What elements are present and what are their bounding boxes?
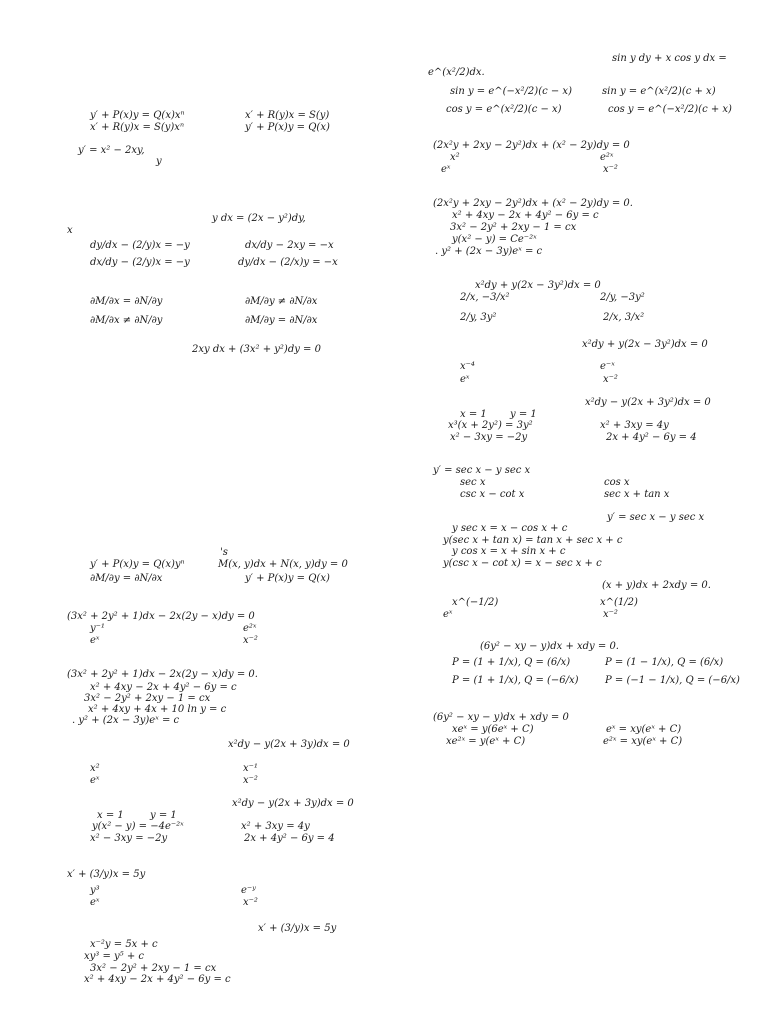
- l-q3-a2: dx/dy − (2/y)x = −y: [90, 257, 190, 268]
- r-q4-a2: 2/y, 3y²: [460, 312, 497, 323]
- l-q10-b2: 2x + 4y² − 6y = 4: [244, 833, 335, 844]
- r-q3-o3: y(x² − y) = Ce⁻²ˣ: [452, 234, 537, 245]
- l-q9-eq: x²dy − y(2x + 3y)dx = 0: [228, 739, 350, 750]
- l-ode-lin-y-a: y′ + P(x)y = Q(x): [245, 122, 330, 133]
- l-q4-a2: ∂M/∂x ≠ ∂N/∂y: [90, 315, 163, 326]
- r-q10-a2: P = (1 + 1/x), Q = (−6/x): [452, 675, 579, 686]
- l-q7-b2: x⁻²: [243, 635, 258, 646]
- r-q1-a2: cos y = e^(x²/2)(c − x): [446, 104, 562, 115]
- r-q3-o1: x² + 4xy − 2x + 4y² − 6y = c: [452, 210, 599, 221]
- r-q6-b2: 2x + 4y² − 6y = 4: [606, 432, 697, 443]
- r-q1-eq: sin y dy + x cos y dx =: [612, 53, 727, 64]
- l-q9-b2: x⁻²: [243, 775, 258, 786]
- l-q3-b2: dy/dx − (2/x)y = −x: [238, 257, 338, 268]
- l-q7-a1: y⁻¹: [90, 623, 105, 634]
- r-q6-b1: x² + 3xy = 4y: [600, 420, 669, 431]
- r-q8-o1: y sec x = x − cos x + c: [452, 523, 568, 534]
- l-q2-y: y: [156, 156, 162, 167]
- l-q10-c2: y = 1: [150, 810, 177, 821]
- r-q5-eq: x²dy + y(2x − 3y²)dx = 0: [582, 339, 708, 350]
- l-ode-lin-x-a: x′ + R(y)x = S(y): [245, 110, 330, 121]
- l-q9-a1: x²: [90, 763, 100, 774]
- l-q9-a2: eˣ: [90, 775, 100, 786]
- r-q7-b1: cos x: [604, 477, 630, 488]
- l-q11-a1: y³: [90, 885, 100, 896]
- l-q8-o3: x² + 4xy + 4x + 10 ln y = c: [88, 704, 227, 715]
- l-q11-eq: x′ + (3/y)x = 5y: [67, 869, 146, 880]
- l-q10-b1: x² + 3xy = 4y: [241, 821, 310, 832]
- l-q12-o3: 3x² − 2y² + 2xy − 1 = cx: [90, 963, 217, 974]
- r-q3-o4: . y² + (2x − 3y)eˣ = c: [435, 246, 543, 257]
- l-q11-a2: eˣ: [90, 897, 100, 908]
- l-q6-a2: ∂M/∂y = ∂N/∂x: [90, 573, 163, 584]
- l-q3-eq: y dx = (2x − y²)dy,: [212, 213, 306, 224]
- r-q1-a1: sin y = e^(−x²/2)(c − x): [450, 86, 572, 97]
- l-q10-a1: y(x² − y) = −4e⁻²ˣ: [92, 821, 184, 832]
- l-q4-b1: ∂M/∂y ≠ ∂N/∂x: [245, 296, 318, 307]
- r-q10-b1: P = (1 − 1/x), Q = (6/x): [605, 657, 724, 668]
- r-q5-b2: x⁻²: [603, 374, 618, 385]
- l-q9-b1: x⁻¹: [243, 763, 258, 774]
- r-q5-b1: e⁻ˣ: [600, 361, 615, 372]
- l-ode-bernoulli: y′ + P(x)y = Q(x)xⁿ: [90, 110, 185, 121]
- l-q3-a1: dy/dx − (2/y)x = −y: [90, 240, 190, 251]
- r-q1-eq2: e^(x²/2)dx.: [428, 67, 485, 78]
- r-q5-a1: x⁻⁴: [460, 361, 475, 372]
- r-q9-eq: (x + y)dx + 2xdy = 0.: [602, 580, 711, 591]
- r-q4-a1: 2/x, −3/x²: [460, 292, 510, 303]
- r-q11-eq: (6y² − xy − y)dx + xdy = 0: [433, 712, 569, 723]
- r-q9-a1: x^(−1/2): [452, 597, 499, 608]
- l-q6-b1: M(x, y)dx + N(x, y)dy = 0: [218, 559, 348, 570]
- l-q10-c1: x = 1: [97, 810, 124, 821]
- r-q6-c2: y = 1: [510, 409, 537, 420]
- r-q7-a2: csc x − cot x: [460, 489, 525, 500]
- l-q8-eq: (3x² + 2y² + 1)dx − 2x(2y − x)dy = 0.: [67, 669, 258, 680]
- l-q12-o4: x² + 4xy − 2x + 4y² − 6y = c: [84, 974, 231, 985]
- l-q8-o1: x² + 4xy − 2x + 4y² − 6y = c: [90, 682, 237, 693]
- r-q4-b1: 2/y, −3y²: [600, 292, 645, 303]
- r-q8-eq: y′ = sec x − y sec x: [607, 512, 705, 523]
- r-q8-o4: y(csc x − cot x) = x − sec x + c: [443, 558, 602, 569]
- r-q4-b2: 2/x, 3/x²: [603, 312, 645, 323]
- l-q4-b2: ∂M/∂y = ∂N/∂x: [245, 315, 318, 326]
- l-q8-o4: . y² + (2x − 3y)eˣ = c: [72, 715, 180, 726]
- r-q8-o3: y cos x = x + sin x + c: [452, 546, 566, 557]
- r-q8-o2: y(sec x + tan x) = tan x + sec x + c: [443, 535, 623, 546]
- r-q11-a2: xe²ˣ = y(eˣ + C): [446, 736, 526, 747]
- r-q2-eq: (2x²y + 2xy − 2y²)dx + (x² − 2y)dy = 0: [433, 140, 630, 151]
- r-q5-a2: eˣ: [460, 374, 470, 385]
- l-q12-o2: xy³ = y⁵ + c: [84, 951, 145, 962]
- r-q1-b2: cos y = e^(−x²/2)(c + x): [608, 104, 732, 115]
- l-q3-x: x: [67, 225, 73, 236]
- l-q11-b1: e⁻ʸ: [241, 885, 256, 896]
- l-q7-eq: (3x² + 2y² + 1)dx − 2x(2y − x)dy = 0: [67, 611, 255, 622]
- l-q3-b1: dx/dy − 2xy = −x: [245, 240, 334, 251]
- r-q11-b2: e²ˣ = xy(eˣ + C): [603, 736, 683, 747]
- r-q2-b1: e²ˣ: [600, 152, 614, 163]
- r-q7-b2: sec x + tan x: [604, 489, 670, 500]
- l-q12-eq: x′ + (3/y)x = 5y: [258, 923, 337, 934]
- r-q10-b2: P = (−1 − 1/x), Q = (−6/x): [605, 675, 740, 686]
- l-q11-b2: x⁻²: [243, 897, 258, 908]
- r-q9-b1: x^(1/2): [600, 597, 638, 608]
- r-q6-c1: x = 1: [460, 409, 487, 420]
- l-q2-eq: y′ = x² − 2xy,: [78, 145, 145, 156]
- l-q10-a2: x² − 3xy = −2y: [90, 833, 168, 844]
- r-q7-eq: y′ = sec x − y sec x: [433, 465, 531, 476]
- r-q7-a1: sec x: [460, 477, 486, 488]
- r-q2-b2: x⁻²: [603, 164, 618, 175]
- l-q4-a1: ∂M/∂x = ∂N/∂y: [90, 296, 163, 307]
- r-q3-o2: 3x² − 2y² + 2xy − 1 = cx: [450, 222, 577, 233]
- r-q9-a2: eˣ: [443, 609, 453, 620]
- l-q5-eq: 2xy dx + (3x² + y²)dy = 0: [192, 344, 321, 355]
- l-ode-bern-x: x′ + R(y)x = S(y)xⁿ: [90, 122, 184, 133]
- r-q11-a1: xeˣ = y(6eˣ + C): [452, 724, 534, 735]
- r-q4-eq: x²dy + y(2x − 3y²)dx = 0: [475, 280, 601, 291]
- l-q6-a1: y′ + P(x)y = Q(x)yⁿ: [90, 559, 185, 570]
- r-q2-a1: x²: [450, 152, 460, 163]
- r-q10-a1: P = (1 + 1/x), Q = (6/x): [452, 657, 571, 668]
- r-q6-a1: x³(x + 2y²) = 3y²: [448, 420, 533, 431]
- l-q6-b2: y′ + P(x)y = Q(x): [245, 573, 330, 584]
- l-q7-b1: e²ˣ: [243, 623, 257, 634]
- r-q10-eq: (6y² − xy − y)dx + xdy = 0.: [480, 641, 619, 652]
- r-q1-b1: sin y = e^(x²/2)(c + x): [602, 86, 716, 97]
- l-q7-a2: eˣ: [90, 635, 100, 646]
- r-q2-a2: eˣ: [441, 164, 451, 175]
- l-q6-s: 's: [220, 547, 228, 558]
- l-q10-eq: x²dy − y(2x + 3y)dx = 0: [232, 798, 354, 809]
- r-q6-eq: x²dy − y(2x + 3y²)dx = 0: [585, 397, 711, 408]
- r-q11-b1: eˣ = xy(eˣ + C): [606, 724, 682, 735]
- r-q3-eq: (2x²y + 2xy − 2y²)dx + (x² − 2y)dy = 0.: [433, 198, 633, 209]
- r-q9-b2: x⁻²: [603, 609, 618, 620]
- l-q12-o1: x⁻²y = 5x + c: [90, 939, 158, 950]
- r-q6-a2: x² − 3xy = −2y: [450, 432, 528, 443]
- l-q8-o2: 3x² − 2y² + 2xy − 1 = cx: [84, 693, 211, 704]
